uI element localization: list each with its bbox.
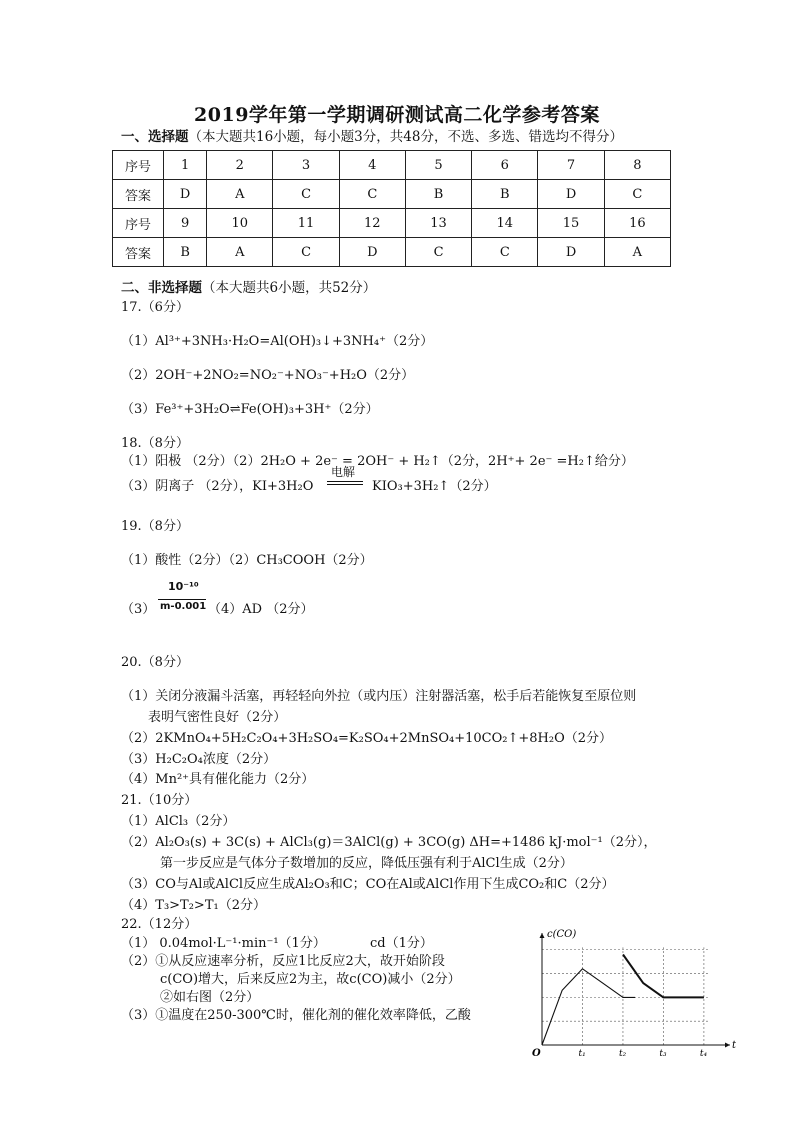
x-axis-label: t bbox=[732, 1040, 737, 1051]
table-row bbox=[113, 238, 671, 267]
q21-answer-2: （2）Al₂O₃(s) + 3C(s) + AlCl₃(g)＝3AlCl(g) + 3CO(g) ΔH=+1486 kJ·mol⁻¹（2分）， bbox=[121, 835, 657, 850]
x-axis-arrow bbox=[725, 1043, 730, 1048]
table-cell: D bbox=[538, 238, 604, 267]
q20-answer-1: （1）关闭分液漏斗活塞，再轻轻向外拉（或内压）注射器活塞，松手后若能恢复至原位则 bbox=[121, 689, 637, 704]
table-cell: C bbox=[405, 238, 471, 267]
table-cell: 2 bbox=[207, 151, 273, 180]
table-cell: C bbox=[472, 238, 538, 267]
table-cell: A bbox=[207, 180, 273, 209]
table-row bbox=[113, 151, 671, 180]
q21-answer-4: （4）T₃>T₂>T₁（2分） bbox=[121, 898, 266, 913]
q22-heading: 22.（12分） bbox=[121, 917, 198, 932]
table-cell: 16 bbox=[604, 209, 670, 238]
section2-label: 二、非选择题 bbox=[121, 280, 202, 296]
q17-answer-1: （1）Al³⁺+3NH₃·H₂O=Al(OH)₃↓+3NH₄⁺（2分） bbox=[121, 334, 434, 349]
q20-answer-4: （4）Mn²⁺具有催化能力（2分） bbox=[121, 772, 315, 787]
section1-note: （本大题共16小题，每小题3分，共48分，不选、多选、错选均不得分） bbox=[188, 129, 623, 145]
table-cell: 11 bbox=[273, 209, 339, 238]
x-tick-label: t₄ bbox=[699, 1049, 708, 1059]
table-cell: C bbox=[604, 180, 670, 209]
section1-label: 一、选择题 bbox=[121, 129, 189, 145]
q20-answer-2: （2）2KMnO₄+5H₂C₂O₄+3H₂SO₄=K₂SO₄+2MnSO₄+10CO₂↑+8H₂O（2分） bbox=[121, 731, 613, 746]
table-cell: 9 bbox=[164, 209, 207, 238]
concentration-time-chart bbox=[530, 925, 740, 1060]
table-cell: 5 bbox=[405, 151, 471, 180]
section1-heading bbox=[121, 125, 623, 145]
row-label: 答案 bbox=[113, 180, 164, 209]
table-cell: 10 bbox=[207, 209, 273, 238]
table-cell: 8 bbox=[604, 151, 670, 180]
table-cell: A bbox=[604, 238, 670, 267]
row-label: 序号 bbox=[113, 209, 164, 238]
section2-heading bbox=[121, 276, 376, 296]
table-row bbox=[113, 180, 671, 209]
q22-answer-1a: （1） 0.04mol·L⁻¹·min⁻¹（1分） bbox=[121, 936, 326, 951]
answer-table bbox=[112, 150, 671, 267]
q18-answer-2a: （3）阴离子 （2分），KI+3H₂O bbox=[121, 479, 314, 494]
y-axis-label: c(CO) bbox=[547, 929, 577, 940]
q19-heading: 19.（8分） bbox=[121, 519, 189, 534]
table-cell: 3 bbox=[273, 151, 339, 180]
q22-answer-2c: ②如右图（2分） bbox=[160, 990, 260, 1005]
q21-answer-1: （1）AlCl₃（2分） bbox=[121, 814, 236, 829]
q22-answer-2b: c(CO)增大，后来反应2为主，故c(CO)减小（2分） bbox=[160, 972, 461, 987]
table-cell: 15 bbox=[538, 209, 604, 238]
section2-note: （本大题共6小题，共52分） bbox=[202, 280, 377, 296]
q17-heading: 17.（6分） bbox=[121, 300, 189, 315]
q22-answer-2: （2）①从反应速率分析，反应1比反应2大，故开始阶段 bbox=[121, 954, 445, 969]
fraction-expression bbox=[158, 580, 208, 620]
chart-grid bbox=[542, 947, 708, 1045]
page-title: 2019学年第一学期调研测试高二化学参考答案 bbox=[194, 104, 600, 126]
table-cell: 1 bbox=[164, 151, 207, 180]
table-cell: 14 bbox=[472, 209, 538, 238]
q20-heading: 20.（8分） bbox=[121, 655, 189, 670]
row-label: 序号 bbox=[113, 151, 164, 180]
q20-answer-3: （3）H₂C₂O₄浓度（2分） bbox=[121, 752, 277, 767]
table-cell: 7 bbox=[538, 151, 604, 180]
table-cell: D bbox=[164, 180, 207, 209]
y-axis-arrow bbox=[540, 933, 545, 938]
q21-answer-3: （3）CO与Al或AlCl反应生成Al₂O₃和C；CO在Al或AlCl作用下生成CO₂和C（2分） bbox=[121, 877, 615, 892]
x-tick-label: t₃ bbox=[659, 1049, 667, 1059]
table-cell: B bbox=[472, 180, 538, 209]
q22-answer-3: （3）①温度在250-300℃时，催化剂的催化效率降低，乙酸 bbox=[121, 1008, 471, 1023]
q18-answer-2b: KIO₃+3H₂↑（2分） bbox=[372, 479, 497, 494]
origin-label: O bbox=[532, 1048, 541, 1059]
table-cell: D bbox=[538, 180, 604, 209]
x-tick-label: t₂ bbox=[618, 1049, 627, 1059]
table-cell: B bbox=[405, 180, 471, 209]
q17-answer-2: （2）2OH⁻+2NO₂=NO₂⁻+NO₃⁻+H₂O（2分） bbox=[121, 368, 415, 383]
table-cell: A bbox=[207, 238, 273, 267]
table-cell: C bbox=[273, 180, 339, 209]
series-line bbox=[542, 969, 635, 1045]
row-label: 答案 bbox=[113, 238, 164, 267]
q19-answer-3-prefix: （3） bbox=[121, 602, 156, 617]
table-cell: 13 bbox=[405, 209, 471, 238]
electrolysis-label: 电解 bbox=[331, 465, 356, 479]
q17-answer-3: （3）Fe³⁺+3H₂O⇌Fe(OH)₃+3H⁺（2分） bbox=[121, 402, 379, 417]
q18-answer-1: （1）阳极 （2分）（2）2H₂O + 2e⁻ = 2OH⁻ + H₂↑（2分，2H⁺+ 2e⁻ =H₂↑给分） bbox=[121, 454, 634, 469]
x-tick-label: t₁ bbox=[578, 1049, 586, 1059]
table-row bbox=[113, 209, 671, 238]
table-cell: D bbox=[339, 238, 405, 267]
q21-answer-2b: 第一步反应是气体分子数增加的反应，降低压强有利于AlCl生成（2分） bbox=[160, 856, 573, 871]
table-cell: B bbox=[164, 238, 207, 267]
chart-labels bbox=[532, 929, 737, 1059]
q22-answer-1b: cd（1分） bbox=[370, 936, 433, 951]
table-cell: 4 bbox=[339, 151, 405, 180]
table-cell: 6 bbox=[472, 151, 538, 180]
q19-answer-1: （1）酸性（2分）（2）CH₃COOH（2分） bbox=[121, 553, 373, 568]
chart-axes bbox=[540, 933, 731, 1048]
q19-answer-4: （4）AD （2分） bbox=[208, 602, 314, 617]
table-cell: C bbox=[273, 238, 339, 267]
q20-answer-1b: 表明气密性良好（2分） bbox=[148, 710, 287, 725]
q18-heading: 18.（8分） bbox=[121, 436, 189, 451]
table-cell: 12 bbox=[339, 209, 405, 238]
fraction-denominator: m-0.001 bbox=[160, 601, 207, 612]
fraction-numerator: 10⁻¹⁰ bbox=[168, 580, 199, 593]
table-cell: C bbox=[339, 180, 405, 209]
q21-heading: 21.（10分） bbox=[121, 793, 198, 808]
